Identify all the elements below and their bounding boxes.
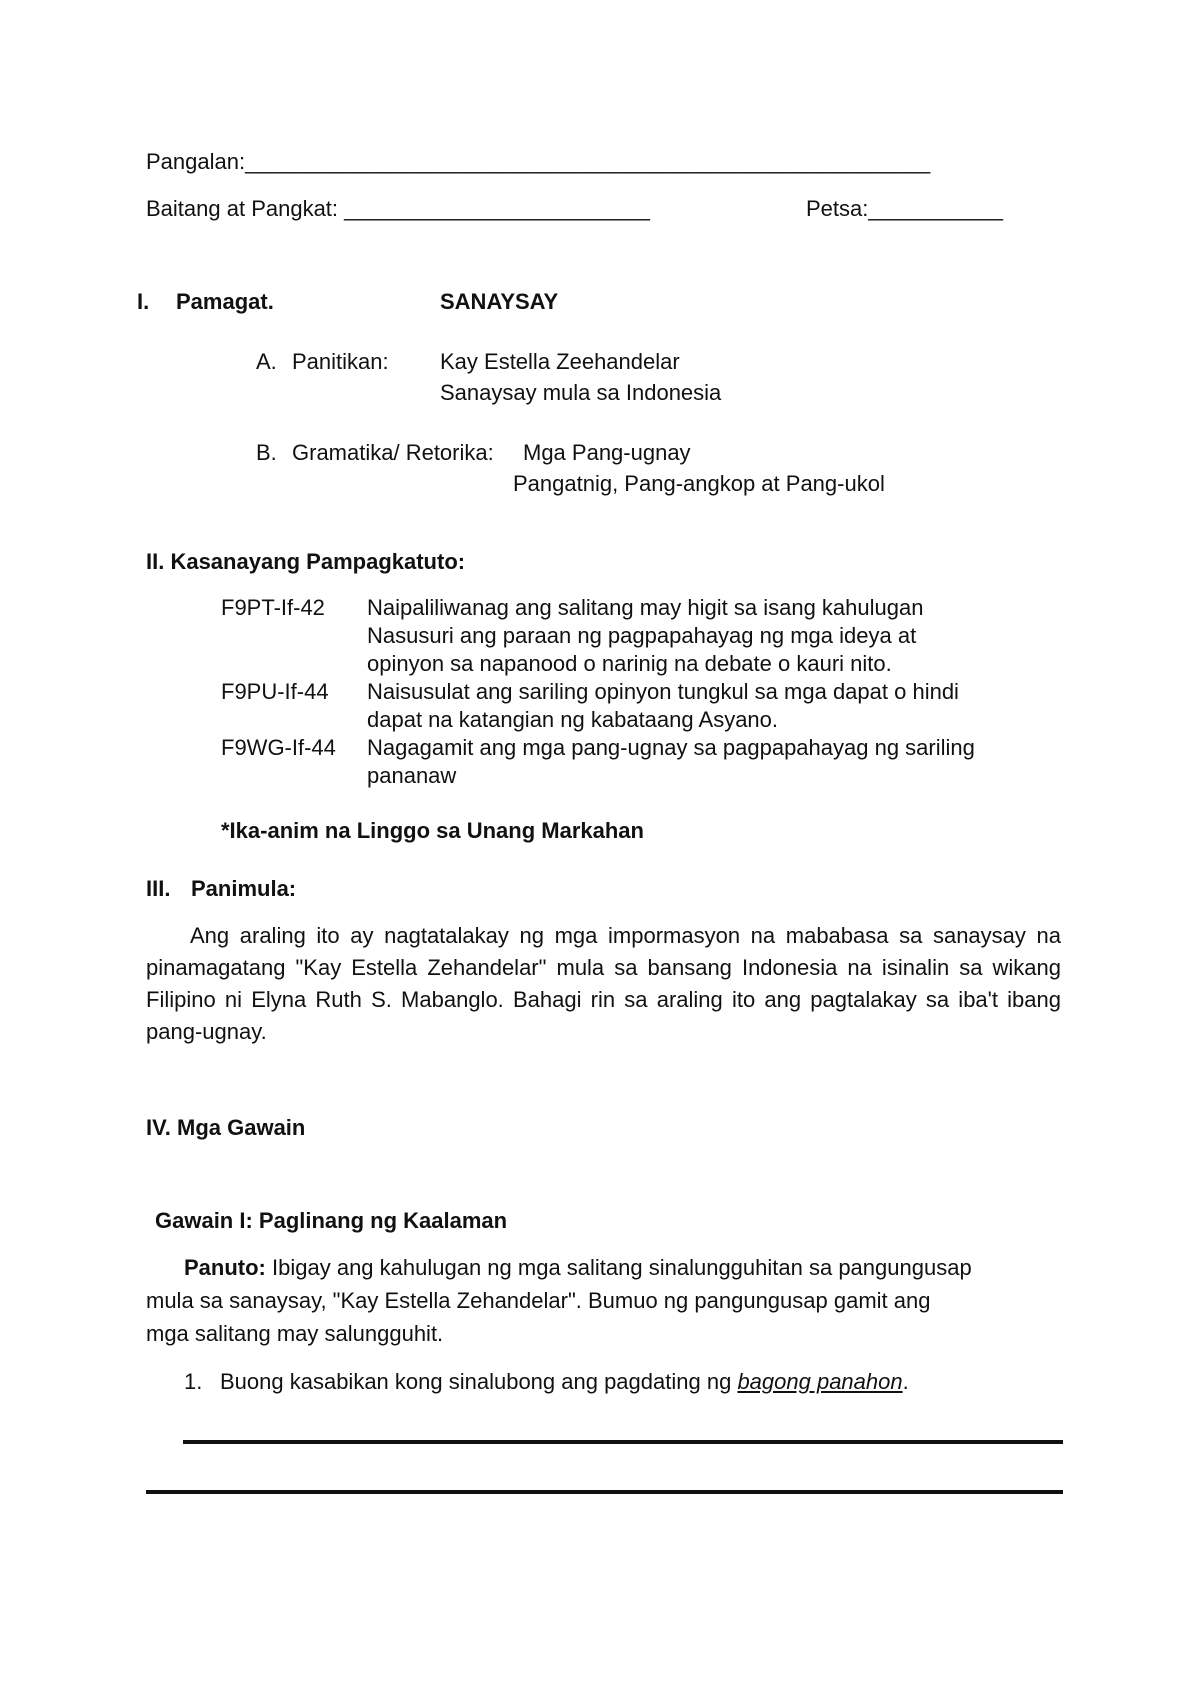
name-label: Pangalan: <box>146 149 246 174</box>
competency-line: dapat na katangian ng kabataang Asyano. <box>367 707 779 732</box>
competency-line: Nagagamit ang mga pang-ugnay sa pagpapahayag ng sariling <box>367 735 975 760</box>
section-3-heading: Panimula: <box>191 876 297 901</box>
grade-section-blank[interactable]: _________________________ <box>344 196 651 221</box>
instruction-line-1 <box>184 1257 972 1279</box>
item-1-text: Buong kasabikan kong sinalubong ang pagdating ng <box>220 1369 732 1394</box>
section-1-title: SANAYSAY <box>440 289 559 314</box>
section-1-numeral: I. <box>137 289 150 314</box>
instruction-text: Ibigay ang kahulugan ng mga salitang sinalungguhitan sa pangungusap <box>272 1255 972 1280</box>
competency-line: pananaw <box>367 763 457 788</box>
subsection-a-line1: Kay Estella Zeehandelar <box>440 349 680 374</box>
week-note: *Ika-anim na Linggo sa Unang Markahan <box>221 818 644 843</box>
competency-line: Naipaliliwanag ang salitang may higit sa isang kahulugan <box>367 595 924 620</box>
subsection-a-label: Panitikan: <box>292 349 389 374</box>
item-1-period: . <box>902 1369 909 1394</box>
subsection-b-label: Gramatika/ Retorika: <box>292 440 494 465</box>
section-2-heading: II. Kasanayang Pampagkatuto: <box>146 549 466 574</box>
instruction-line-2: mula sa sanaysay, "Kay Estella Zehandelar". Bumuo ng pangungusap gamit ang <box>146 1288 931 1313</box>
item-1-number: 1. <box>184 1369 203 1394</box>
item-1-underlined-word: bagong panahon <box>737 1369 903 1394</box>
competency-line: Naisusulat ang sariling opinyon tungkul sa mga dapat o hindi <box>367 679 959 704</box>
competency-line: Nasusuri ang paraan ng pagpapahayag ng mga ideya at <box>367 623 917 648</box>
subsection-a-line2: Sanaysay mula sa Indonesia <box>440 380 722 405</box>
competency-line: opinyon sa napanood o narinig na debate o kauri nito. <box>367 651 892 676</box>
subsection-b-letter: B. <box>256 440 277 465</box>
grade-section-label: Baitang at Pangkat: <box>146 196 339 221</box>
competency-code: F9PT-If-42 <box>221 595 325 620</box>
subsection-b-line2: Pangatnig, Pang-angkop at Pang-ukol <box>513 471 885 496</box>
subsection-b-line1: Mga Pang-ugnay <box>523 440 691 465</box>
name-field-row <box>146 151 930 173</box>
section-4-heading: IV. Mga Gawain <box>146 1115 306 1140</box>
item-1 <box>220 1371 909 1393</box>
subsection-a-letter: A. <box>256 349 277 374</box>
competency-code: F9PU-If-44 <box>221 679 329 704</box>
activity-title: Gawain I: Paglinang ng Kaalaman <box>155 1208 508 1233</box>
instruction-label: Panuto: <box>184 1255 266 1280</box>
grade-section-row <box>146 198 650 220</box>
section-1-label: Pamagat. <box>176 289 274 314</box>
answer-line[interactable] <box>146 1490 1063 1494</box>
section-3-numeral: III. <box>146 876 171 901</box>
date-blank[interactable]: ___________ <box>868 196 1003 221</box>
answer-line[interactable] <box>183 1440 1063 1444</box>
date-field-row <box>806 198 1003 220</box>
date-label: Petsa: <box>806 196 869 221</box>
introduction-paragraph: Ang araling ito ay nagtatalakay ng mga impormasyon na mababasa sa sanaysay na pinamagatang "Kay Estella Zehandelar" mula sa bansang Indonesia na isinalin sa wikang Filipino ni Elyna Ruth S. Mabanglo. Bahagi rin sa araling ito ang pagtalakay sa iba't ibang pang-ugnay. <box>146 923 1061 1044</box>
name-blank[interactable]: ________________________________________________________ <box>245 149 931 174</box>
instruction-line-3: mga salitang may salungguhit. <box>146 1321 444 1346</box>
competency-code: F9WG-If-44 <box>221 735 336 760</box>
